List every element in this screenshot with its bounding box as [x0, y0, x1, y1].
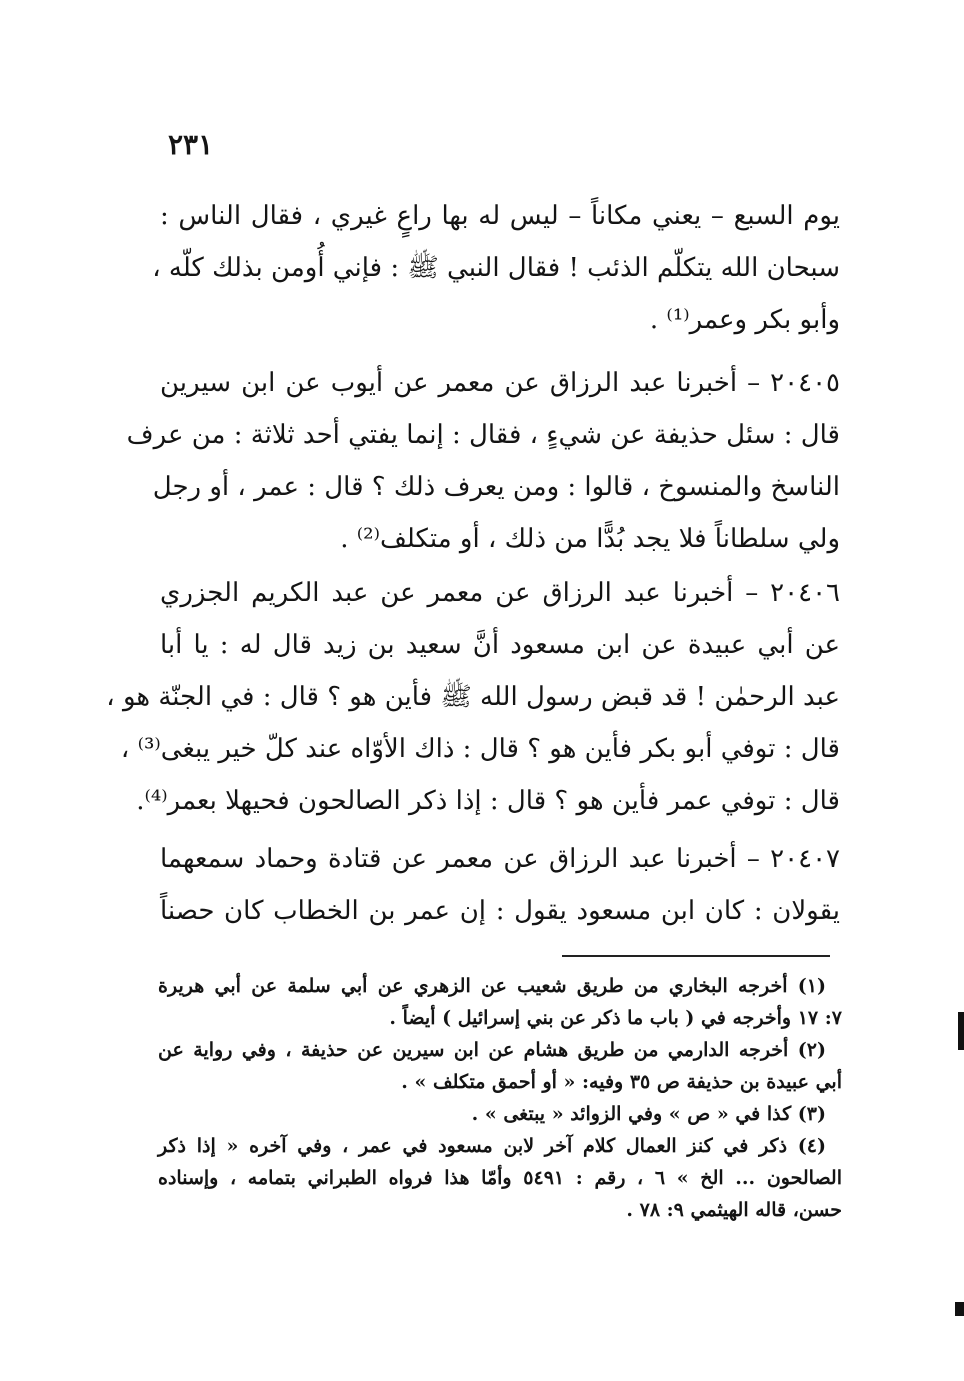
text-line: قال : سئل حذيفة عن شيءٍ ، فقال : إنما يفتي أحد ثلاثة : من عرف: [126, 420, 840, 450]
footnote-line: (٢) أخرجه الدارمي من طريق هشام عن ابن سيرين عن حذيفة ، وفي رواية عن: [158, 1039, 826, 1061]
footnotes: [158, 970, 842, 1226]
paragraph-20407: [160, 833, 840, 937]
page-number: ٢٣١: [168, 128, 214, 161]
text-line: قال : توفي أبو بكر فأين هو ؟ قال : ذاك الأوّاه عند كلّ خير يبغى⁽³⁾ ،: [120, 734, 840, 764]
footnote-line: (١) أخرجه البخاري من طريق شعيب عن الزهري عن أبي سلمة عن أبي هريرة: [158, 975, 826, 997]
text-line: ولي سلطاناً فلا يجد بُدًّا من ذلك ، أو متكلف⁽²⁾ .: [340, 524, 840, 554]
text-line: ٢٠٤٠٦ – أخبرنا عبد الرزاق عن معمر عن عبد الكريم الجزري: [160, 578, 840, 608]
footnote-line: (٣) كذا في « ص » وفي الزوائد « يبتغى » .: [471, 1103, 826, 1125]
paragraph-1: [152, 190, 840, 346]
text-line: يوم السبع – يعني مكاناً – ليس له بها راعٍ غيري ، فقال الناس :: [160, 201, 840, 231]
text-line: عبد الرحمٰن ! قد قبض رسول الله ﷺ فأين هو ؟ قال : في الجنّة هو ،: [106, 682, 840, 712]
paragraph-20406: [106, 567, 840, 827]
footnote-line: حسن، قاله الهيثمي ٩: ٧٨ .: [626, 1199, 842, 1221]
paragraph-20405: [126, 357, 840, 565]
scan-edge-mark: [955, 1302, 964, 1316]
text-line: سبحان الله يتكلّم الذئب ! فقال النبي ﷺ : فإني أُومن بذلك كلّه ،: [152, 253, 840, 283]
footnote-line: الصالحون ... الخ » ٦ ، رقم : ٥٤٩١ وأمّا هذا فرواه الطبراني بتمامه ، وإسناده: [158, 1167, 842, 1189]
text-line: يقولان : كان ابن مسعود يقول : إن عمر بن الخطاب كان حصناً: [160, 896, 840, 926]
footnote-line: ٧: ١٧ وأخرجه في ( باب ما ذكر عن بني إسرائيل ) أيضاً .: [389, 1007, 842, 1029]
text-line: الناسخ والمنسوخ ، قالوا : ومن يعرف ذلك ؟ قال : عمر ، أو رجل: [152, 472, 840, 502]
scan-edge-mark: [958, 1012, 964, 1050]
text-line: ٢٠٤٠٧ – أخبرنا عبد الرزاق عن معمر عن قتادة وحماد سمعهما: [160, 844, 840, 874]
footnote-divider: [562, 955, 830, 957]
footnote-line: (٤) ذكر في كنز العمال كلام آخر لابن مسعود في عمر ، وفي آخره « إذا ذكر: [158, 1135, 826, 1157]
text-line: عن أبي عبيدة عن ابن مسعود أنَّ سعيد بن زيد قال له : يا أبا: [160, 630, 840, 660]
text-line: وأبو بكر وعمر⁽¹⁾ .: [649, 305, 840, 335]
footnote-line: أبي عبيدة بن حذيفة ص ٣٥ وفيه: « أو أحمق متكلف » .: [401, 1071, 842, 1093]
text-line: ٢٠٤٠٥ – أخبرنا عبد الرزاق عن معمر عن أيوب عن ابن سيرين: [160, 368, 840, 398]
text-line: قال : توفي عمر فأين هو ؟ قال : إذا ذكر الصالحون فحيهلا بعمر⁽⁴⁾.: [136, 786, 840, 816]
